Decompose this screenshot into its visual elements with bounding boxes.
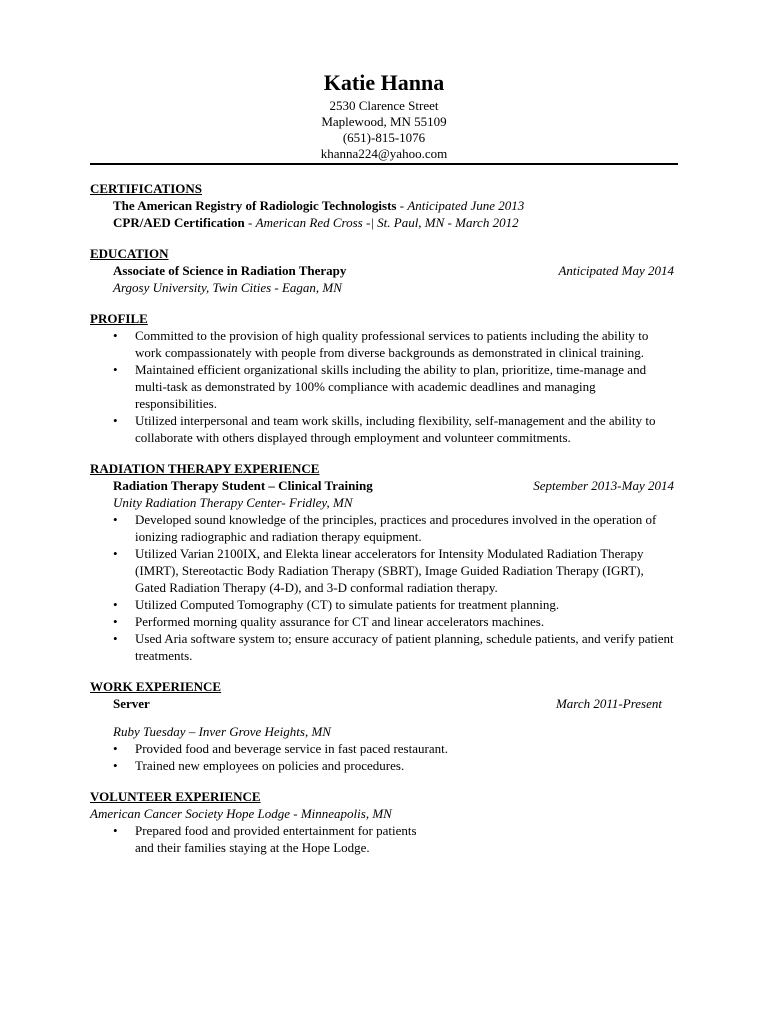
list-item: • Trained new employees on policies and procedures. — [113, 758, 405, 773]
list-item: • Utilized Computed Tomography (CT) to simulate patients for treatment planning. — [113, 597, 560, 612]
list-item: • Utilized Varian 2100IX, and Elekta linear accelerators for Intensity Modulated Radiation Therapy (IMRT), Stereotactic Body Radiation Therapy (SBRT), Image Guided Radiation Therapy (IGRT), Gated Radiation Therapy (4-D), and 3-D conformal radiation therapy. — [113, 546, 644, 595]
work-role-row — [90, 695, 678, 712]
certification-item: The American Registry of Radiologic Technologists - Anticipated June 2013 — [113, 198, 525, 213]
volunteer-list — [90, 822, 678, 856]
section-title-work-experience: WORK EXPERIENCE — [90, 679, 222, 694]
resume-body — [90, 180, 678, 856]
degree-name: Associate of Science in Radiation Therapy — [113, 263, 347, 278]
section-title-profile: PROFILE — [90, 311, 148, 326]
school-name: Argosy University, Twin Cities - Eagan, MN — [113, 280, 342, 295]
radiation-list — [90, 511, 678, 664]
list-item: • Performed morning quality assurance for CT and linear accelerators machines. — [113, 614, 545, 629]
list-item: • Provided food and beverage service in fast paced restaurant. — [113, 741, 448, 756]
address-line-1: 2530 Clarence Street — [329, 98, 439, 113]
radiation-role-row — [90, 477, 678, 494]
education-degree-row — [90, 262, 678, 279]
phone-number: (651)-815-1076 — [342, 130, 426, 145]
degree-date: Anticipated May 2014 — [558, 263, 674, 278]
section-title-education: EDUCATION — [90, 246, 169, 261]
section-title-certifications: CERTIFICATIONS — [90, 181, 202, 196]
job-title: Server — [113, 696, 150, 711]
list-item: • Committed to the provision of high quality professional services to patients including the ability to work compassionately with people from diverse backgrounds as demonstrated in clinical training. — [113, 328, 649, 360]
list-item: • Utilized interpersonal and team work skills, including flexibility, self-management and the ability to collaborate with others displayed through employment and volunteer commitments. — [113, 413, 656, 445]
certification-item: CPR/AED Certification - American Red Cross -| St. Paul, MN - March 2012 — [113, 215, 519, 230]
list-item: • Developed sound knowledge of the principles, practices and procedures involved in the operation of ionizing radiographic and radiation therapy equipment. — [113, 512, 657, 544]
address-line-2: Maplewood, MN 55109 — [321, 114, 447, 129]
header-divider — [90, 163, 678, 165]
job-dates: September 2013-May 2014 — [533, 478, 674, 493]
job-location: Ruby Tuesday – Inver Grove Heights, MN — [113, 724, 331, 739]
section-title-volunteer-experience: VOLUNTEER EXPERIENCE — [90, 789, 261, 804]
list-item: • Maintained efficient organizational skills including the ability to plan, prioritize, time-manage and multi-task as demonstrated by 100% compliance with academic deadlines and managing responsibilities. — [113, 362, 647, 411]
job-dates: March 2011-Present — [555, 696, 662, 711]
profile-list — [90, 327, 678, 446]
volunteer-location: American Cancer Society Hope Lodge - Minneapolis, MN — [90, 806, 392, 821]
work-list — [90, 740, 678, 774]
candidate-name: Katie Hanna — [323, 70, 445, 95]
section-title-radiation-experience: RADIATION THERAPY EXPERIENCE — [90, 461, 320, 476]
list-item: • Used Aria software system to; ensure accuracy of patient planning, schedule patients, and verify patient treatments. — [113, 631, 674, 663]
email-address: khanna224@yahoo.com — [320, 146, 448, 161]
job-location: Unity Radiation Therapy Center- Fridley, MN — [113, 495, 353, 510]
list-item: • Prepared food and provided entertainment for patients and their families staying at the Hope Lodge. — [113, 823, 417, 855]
resume-header — [0, 68, 768, 162]
job-title: Radiation Therapy Student – Clinical Training — [113, 478, 373, 493]
